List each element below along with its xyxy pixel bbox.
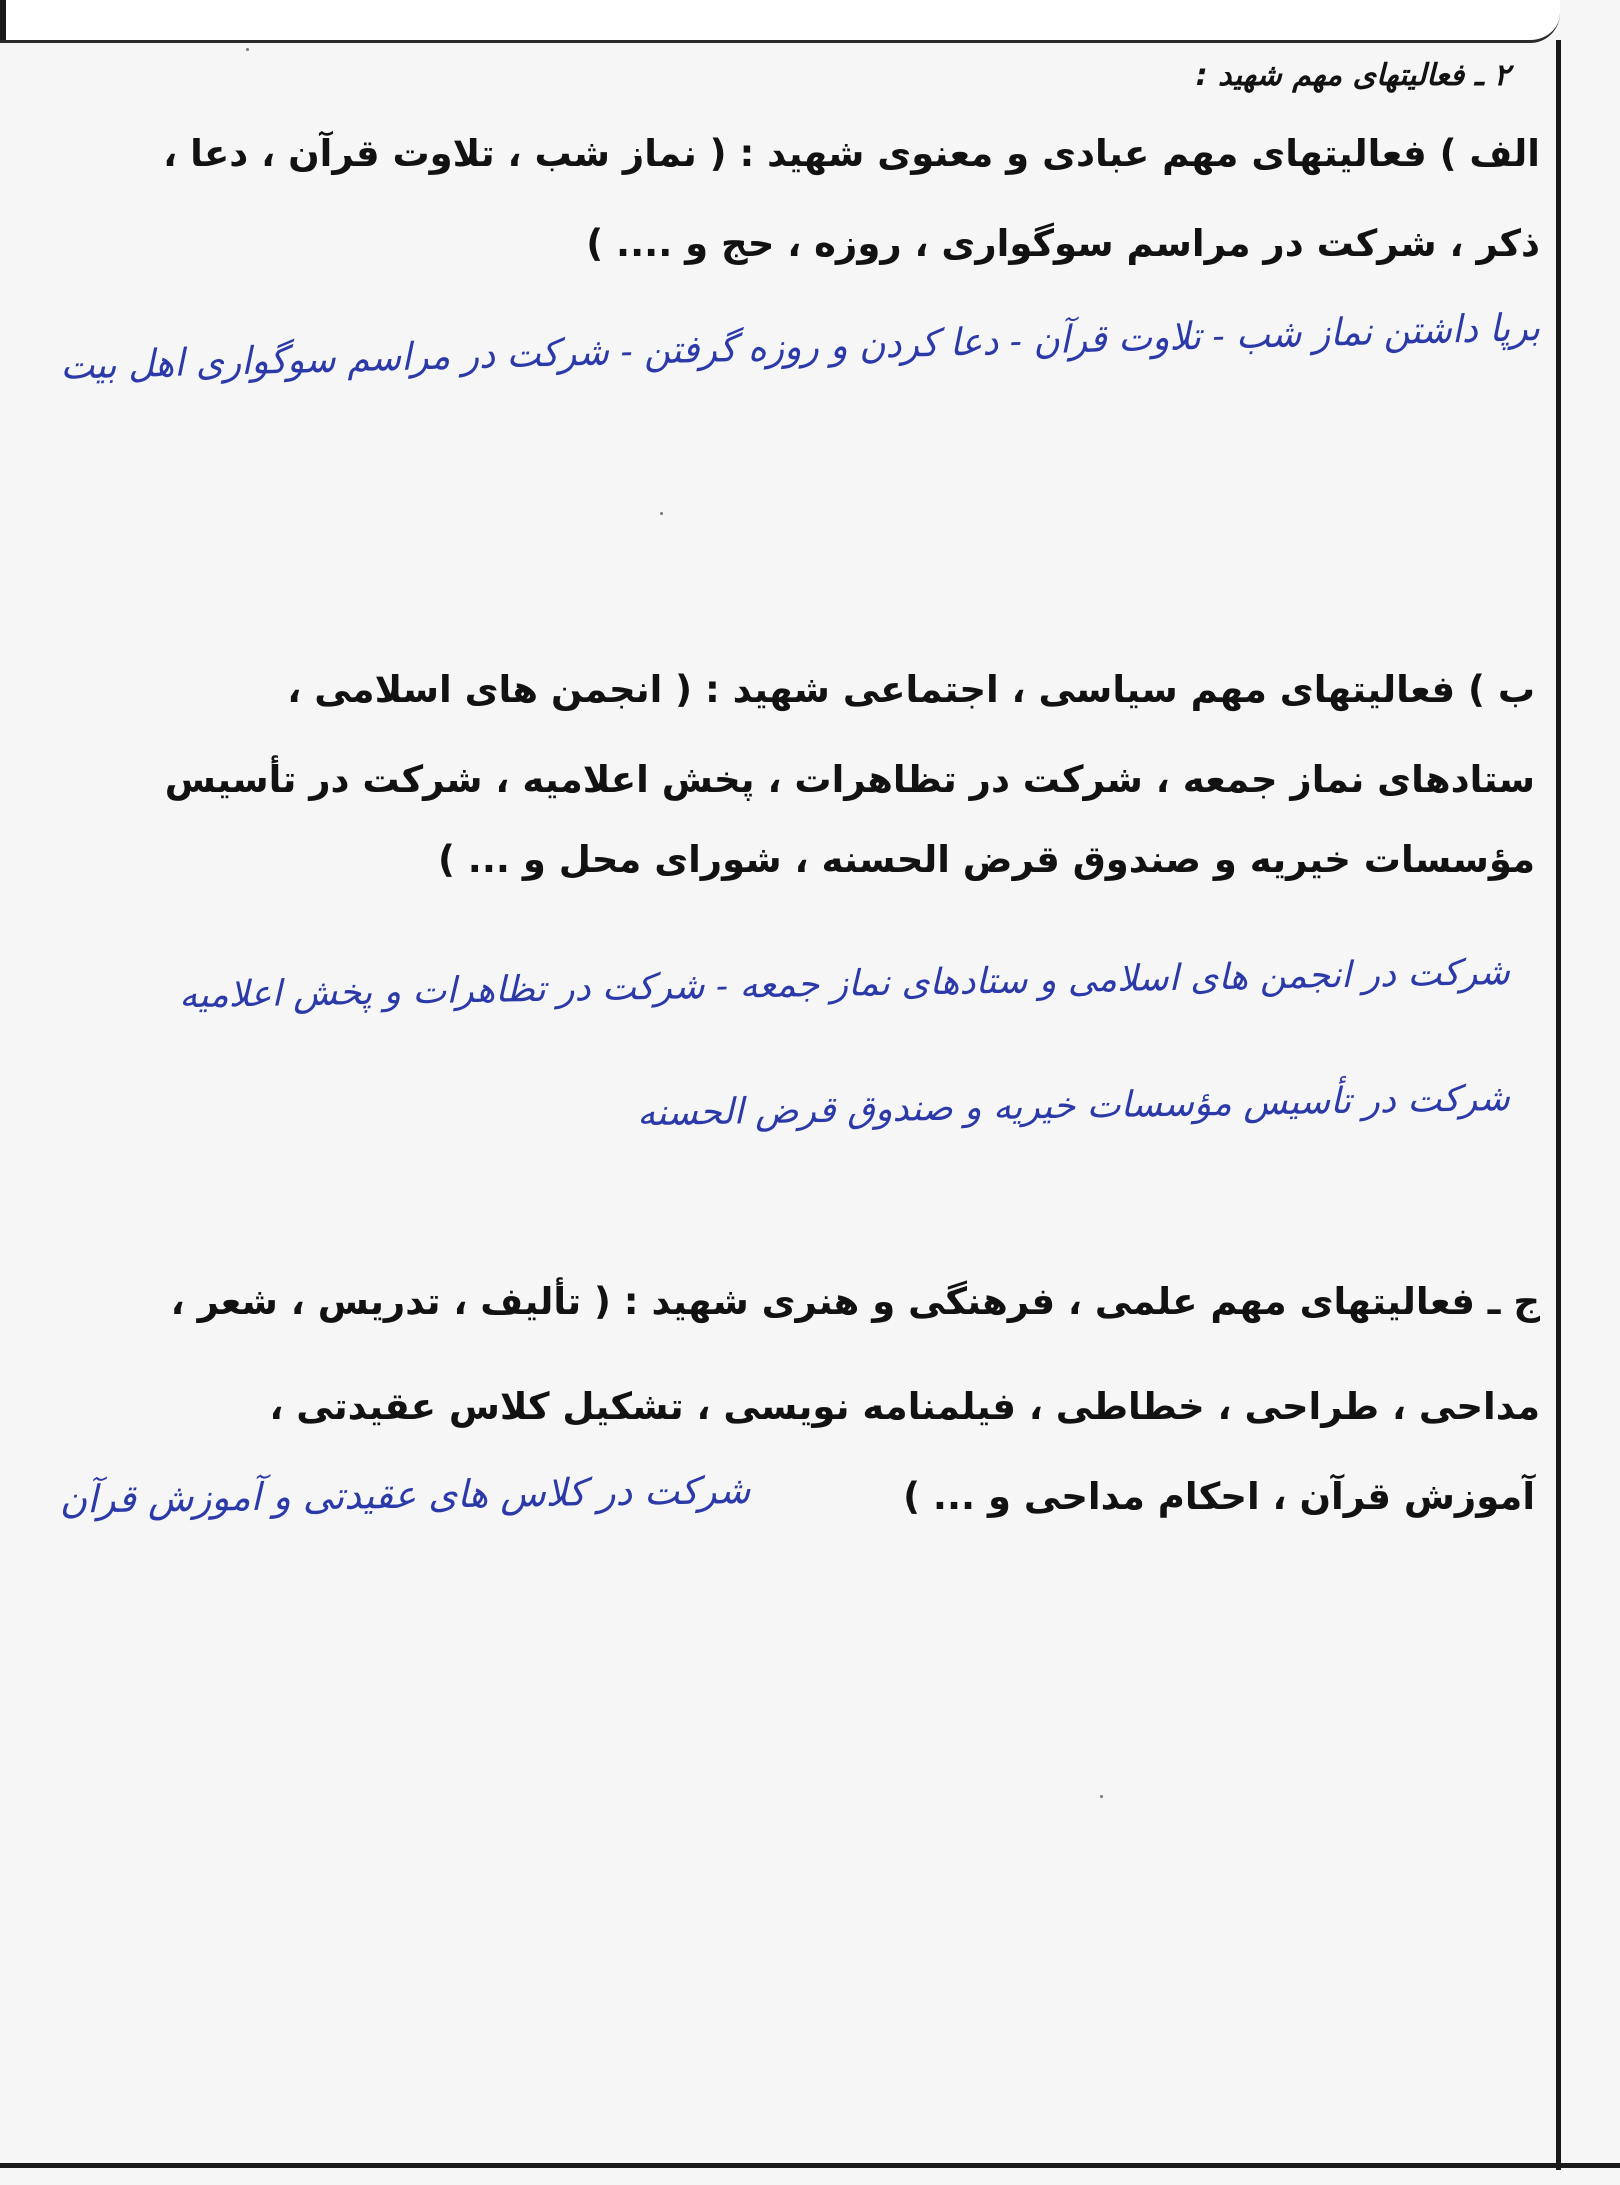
right-border — [1556, 40, 1561, 2170]
section-c-line-1: ج ـ فعالیتهای مهم علمی ، فرهنگی و هنری شهید : ( تألیف ، تدریس ، شعر ، — [170, 1280, 1540, 1323]
section-b-line-1: ب ) فعالیتهای مهم سیاسی ، اجتماعی شهید : ( انجمن های اسلامی ، — [287, 668, 1535, 711]
top-border — [0, 0, 1560, 43]
section-b-handwritten-line-2: شرکت در تأسیس مؤسسات خیریه و صندوق قرض الحسنه — [636, 1078, 1511, 1135]
section-a-line-1: الف ) فعالیتهای مهم عبادی و معنوی شهید : ( نماز شب ، تلاوت قرآن ، دعا ، — [163, 132, 1540, 175]
bottom-border — [0, 2163, 1620, 2168]
section-c-line-2: مداحی ، طراحی ، خطاطی ، فیلمنامه نویسی ، تشکیل کلاس عقیدتی ، — [269, 1385, 1540, 1428]
section-c-line-3: آموزش قرآن ، احکام مداحی و ... ) — [903, 1475, 1535, 1518]
section-a-handwritten-answer: برپا داشتن نماز شب - تلاوت قرآن - دعا کردن و روزه گرفتن - شرکت در مراسم سوگواری اهل بیت — [59, 305, 1541, 388]
page-heading: ۲ ـ فعالیتهای مهم شهید : — [1195, 58, 1510, 93]
left-edge-mark — [0, 0, 6, 40]
section-b-line-2: ستادهای نماز جمعه ، شرکت در تظاهرات ، پخش اعلامیه ، شرکت در تأسیس — [164, 758, 1535, 801]
section-b-line-3: مؤسسات خیریه و صندوق قرض الحسنه ، شورای محل و ... ) — [438, 838, 1535, 881]
section-c-handwritten-answer: شرکت در کلاس های عقیدتی و آموزش قرآن — [59, 1468, 751, 1522]
paper-speck — [660, 512, 663, 515]
paper-speck — [246, 48, 249, 51]
section-b-handwritten-line-1: شرکت در انجمن های اسلامی و ستادهای نماز جمعه - شرکت در تظاهرات و پخش اعلامیه — [178, 952, 1511, 1017]
section-a-line-2: ذکر ، شرکت در مراسم سوگواری ، روزه ، حج و .... ) — [586, 222, 1540, 265]
paper-speck — [1100, 1795, 1103, 1798]
